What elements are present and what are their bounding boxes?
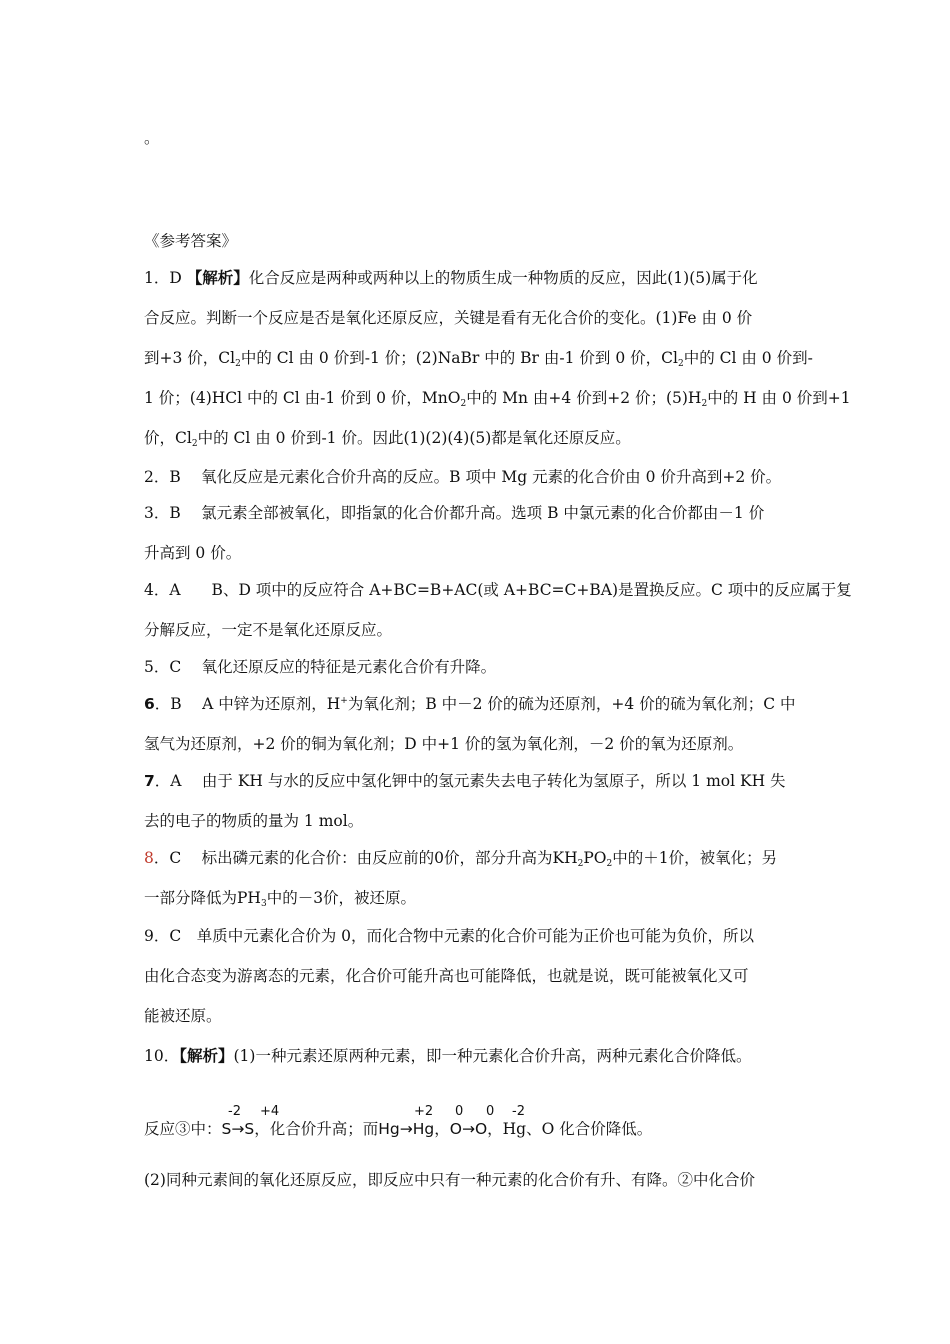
answer-4: 4．A B、D 项中的反应符合 A+BC=B+AC(或 A+BC=C+BA)是置换反应。C 项中的反应属于复 [144, 581, 852, 599]
sulfur-after: S [244, 1120, 255, 1138]
subscript: 3 [260, 899, 267, 909]
arrow: → [461, 1120, 475, 1138]
answer-1-line-1: 化合反应是两种或两种以上的物质生成一种物质的反应，因此(1)(5)属于化 [248, 269, 758, 287]
answer-6-number: 6 [144, 695, 155, 713]
text-segment: 中的 Mn 由+4 价到+2 价；(5)H [466, 389, 702, 407]
superscript: + [340, 696, 348, 706]
ox-label-s1: -2 [228, 1104, 241, 1119]
answer-heading: 《参考答案》 [144, 232, 238, 250]
answer-3: 3．B 氯元素全部被氧化，即指氯的化合价都升高。选项 B 中氯元素的化合价都由－1 价 [144, 504, 765, 522]
answer-8-number: 8 [144, 849, 154, 867]
answer-5: 5．C 氧化还原反应的特征是元素化合价有升降。 [144, 658, 497, 676]
mercury-before: Hg [378, 1120, 400, 1138]
answer-6 [144, 694, 795, 714]
subscript: 2 [606, 859, 613, 869]
subscript: 2 [577, 859, 584, 869]
text-segment: 一部分降低为PH [144, 889, 261, 907]
answer-4-line-2: 分解反应，一定不是氧化还原反应。 [144, 621, 393, 639]
answer-1-line-3 [144, 348, 813, 368]
answer-1-number: 1．D [144, 269, 187, 287]
answer-1 [144, 268, 758, 288]
text-segment: ．B A 中锌为还原剂，H [154, 695, 341, 713]
top-period: 。 [144, 129, 160, 147]
text-segment: 反应③中： [144, 1120, 222, 1138]
text-segment: 中的－3价，被还原。 [266, 889, 417, 907]
oxygen-before: O [449, 1120, 462, 1138]
answer-10-number: 10． [144, 1047, 180, 1065]
answer-10-line-3: (2)同种元素间的氧化还原反应，即反应中只有一种元素的化合价有升、有降。②中化合价 [144, 1171, 755, 1189]
answer-1-line-4 [144, 388, 851, 408]
oxygen-after: O [474, 1120, 488, 1138]
text-segment: ．C 标出磷元素的化合价：由反应前的0价，部分升高为KH [153, 849, 578, 867]
text-segment: ， [434, 1120, 450, 1138]
text-segment: ，Hg、O 化合价降低。 [487, 1120, 653, 1138]
subscript: 2 [191, 439, 198, 449]
answer-2: 2．B 氧化反应是元素化合价升高的反应。B 项中 Mg 元素的化合价由 0 价升高到+2 价。 [144, 468, 782, 486]
answer-10 [144, 1046, 751, 1066]
text-segment: 中的 Cl 由 0 价到-1 价。因此(1)(2)(4)(5)都是氧化还原反应。 [197, 429, 631, 447]
answer-9-line-2: 由化合态变为游离态的元素，化合价可能升高也可能降低，也就是说，既可能被氧化又可 [144, 967, 749, 985]
text-segment: 中的 Cl 由 0 价到- [683, 349, 813, 367]
ox-label-o2: -2 [512, 1104, 525, 1119]
ox-label-hg1: +2 [414, 1104, 434, 1119]
subscript: 2 [235, 359, 241, 369]
answer-9: 9．C 单质中元素化合价为 0，而化合物中元素的化合价可能为正价也可能为负价，所以 [144, 927, 755, 945]
text-segment: (1)一种元素还原两种元素，即一种元素化合价升高，两种元素化合价降低。 [233, 1047, 752, 1065]
text-segment: 到+3 价，Cl [144, 349, 236, 367]
subscript: 2 [460, 399, 467, 409]
subscript: 2 [701, 399, 708, 409]
answer-7 [144, 771, 786, 791]
answer-1-line-5 [144, 428, 631, 448]
answer-10-reaction-line [144, 1119, 652, 1139]
ox-label-s2: +4 [260, 1104, 280, 1119]
answer-3-line-2: 升高到 0 价。 [144, 544, 242, 562]
answer-8-line-2 [144, 888, 416, 908]
mercury-after: Hg [412, 1120, 435, 1138]
text-segment: 1 价；(4)HCl 中的 Cl 由-1 价到 0 价，MnO [144, 389, 461, 407]
answer-7-line-2: 去的电子的物质的量为 1 mol。 [144, 812, 364, 830]
arrow: → [399, 1120, 413, 1138]
ox-label-o1: 0 [486, 1104, 495, 1119]
text-segment: 中的＋1价，被氧化；另 [612, 849, 778, 867]
answer-1-tag: 【解析】 [186, 269, 249, 287]
text-segment: 中的 Cl 由 0 价到-1 价；(2)NaBr 中的 Br 由-1 价到 0 价，Cl [240, 349, 678, 367]
answer-7-number: 7 [144, 772, 155, 790]
text-segment: 价，Cl [144, 429, 192, 447]
text-segment: 为氧化剂；B 中－2 价的硫为还原剂，+4 价的硫为氧化剂；C 中 [347, 695, 796, 713]
answer-6-line-2: 氢气为还原剂，+2 价的铜为氧化剂；D 中+1 价的氢为氧化剂，－2 价的氧为还原剂。 [144, 735, 744, 753]
text-segment: ．A 由于 KH 与水的反应中氢化钾中的氢元素失去电子转化为氢原子，所以 1 mol KH 失 [154, 772, 786, 790]
answer-8 [144, 848, 777, 868]
sulfur-before: S [221, 1120, 232, 1138]
ox-label-hg2: 0 [455, 1104, 464, 1119]
text-segment: ，化合价升高；而 [254, 1120, 379, 1138]
text-segment: PO [583, 849, 607, 867]
arrow: → [231, 1120, 245, 1138]
subscript: 2 [677, 359, 684, 369]
text-segment: 中的 H 由 0 价到+1 [707, 389, 851, 407]
answer-9-line-3: 能被还原。 [144, 1007, 222, 1025]
answer-1-line-2: 合反应。判断一个反应是否是氧化还原反应，关键是看有无化合价的变化。(1)Fe 由 0 价 [144, 309, 753, 327]
answer-10-tag: 【解析】 [179, 1047, 234, 1065]
